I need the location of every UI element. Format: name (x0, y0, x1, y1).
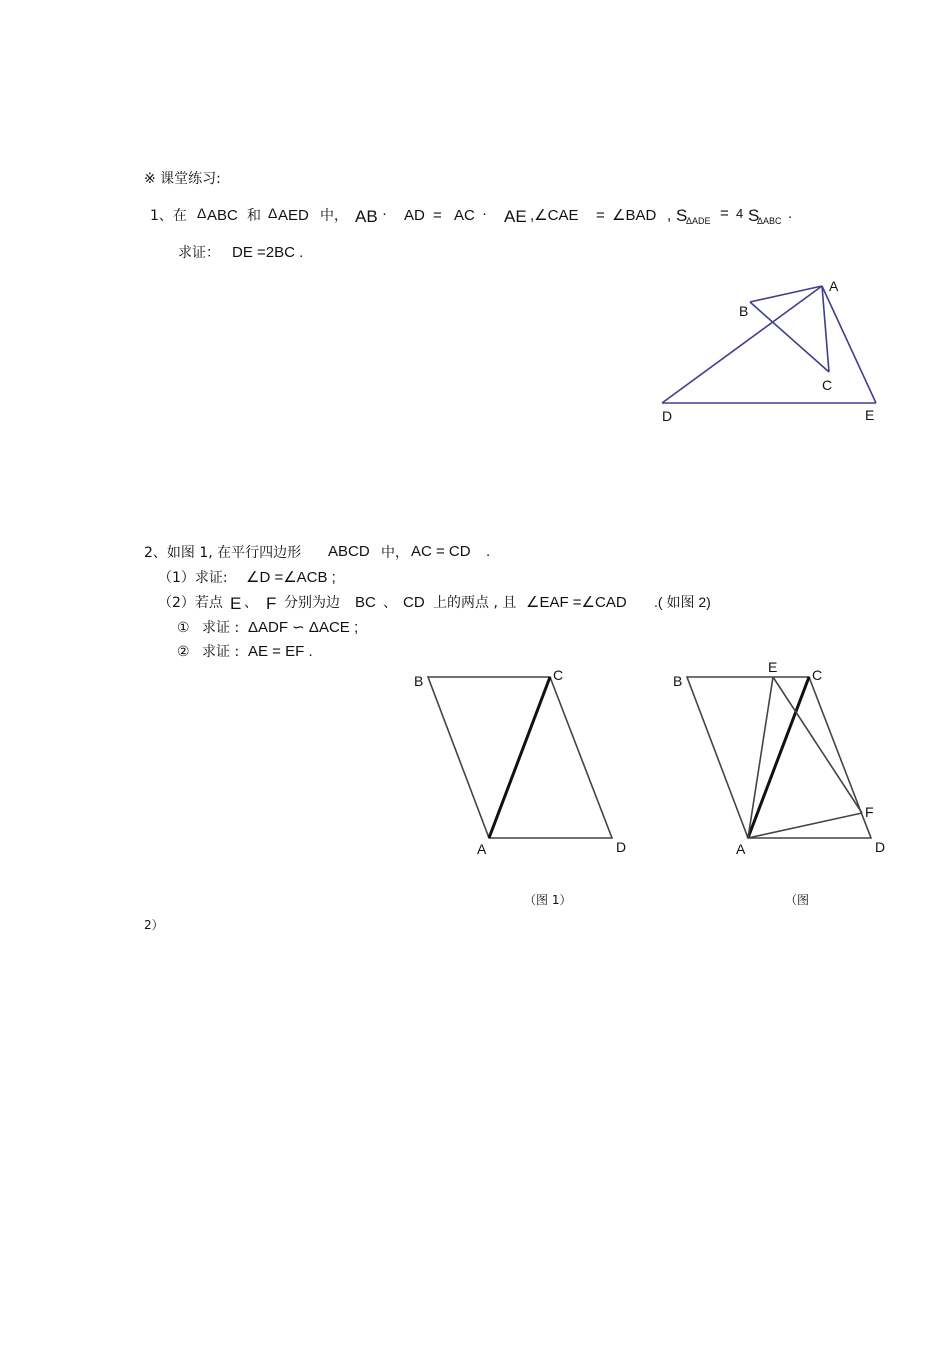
segment-ae (748, 677, 773, 838)
point-label-d: D (662, 408, 673, 424)
question-2-text-2: 上的两点 , 且 (433, 595, 517, 611)
separator: 、 (383, 595, 397, 611)
triangle-icon: Δ (268, 205, 278, 221)
zhong-text: 中， (381, 545, 409, 561)
problem-1-number: 1、在 (150, 208, 187, 224)
parallelogram-abcd: ABCD (328, 543, 370, 560)
angle-cae: ,∠CAE (530, 207, 579, 224)
triangle-icon: Δ (197, 205, 207, 221)
equals-sign: = (596, 207, 605, 224)
point-f: F (266, 594, 277, 613)
point-e: E (230, 594, 242, 613)
equals-sign: = (433, 207, 442, 224)
condition-ac-cd: AC = CD (411, 543, 471, 560)
figure-reference: .( 如图 2) (654, 594, 711, 610)
side-bc: BC (355, 594, 376, 611)
segment-ae: AE (504, 207, 527, 226)
triangle-aed: AED (278, 207, 309, 224)
question-2-intro: （2）若点 (158, 595, 223, 611)
point-label-b: B (739, 303, 749, 319)
comma: , (667, 207, 672, 224)
problem-2-intro: 2、如图 1, 在平行四边形 (144, 545, 302, 561)
section-header: ※ 课堂练习: (144, 171, 221, 187)
segment-bc-line (750, 302, 829, 372)
segment-ac: AC (454, 207, 475, 224)
sub-1-expr: ΔADF ∽ ΔACE ; (248, 619, 359, 636)
period: . (486, 543, 491, 560)
sub-2-label: 求证 : (202, 644, 240, 660)
point-label-e: E (865, 407, 875, 423)
separator: 、 (244, 595, 258, 611)
problem-1-prove-expr: DE =2BC . (232, 244, 304, 261)
fig1-label-c: C (553, 667, 564, 683)
zhong-text: 中， (320, 208, 348, 224)
point-label-c: C (822, 377, 833, 393)
and-text: 和 (247, 208, 261, 224)
parallelogram-abcd-shape (428, 677, 612, 838)
fig2-label-b: B (673, 673, 683, 689)
equals-sign: = (720, 205, 729, 222)
sub-2-expr: AE = EF . (248, 643, 313, 660)
figure-1 (428, 677, 612, 838)
question-1-expr: ∠D =∠ACB ; (246, 569, 336, 586)
sub-1-marker: ① (177, 619, 190, 635)
diagonal-ac (489, 677, 550, 838)
area-s-abc: S (748, 206, 760, 225)
area-s-ade: S (676, 206, 688, 225)
sub-2-marker: ② (177, 643, 190, 659)
angle-bad: ∠BAD (612, 207, 657, 224)
area-subscript-abc: ΔABC (757, 216, 782, 226)
figure-2-caption-continued: 2） (144, 918, 164, 932)
fig2-label-a: A (736, 841, 746, 857)
fig1-label-a: A (477, 841, 487, 857)
point-label-a: A (829, 278, 839, 294)
side-cd: CD (403, 594, 425, 611)
fig1-label-b: B (414, 673, 424, 689)
segment-af (748, 813, 862, 838)
segment-ad: AD (404, 207, 425, 224)
triangle-abc: ABC (207, 207, 238, 224)
sub-1-label: 求证 : (202, 620, 240, 636)
dot-operator: · (382, 205, 387, 222)
area-subscript-ade: ΔADE (686, 216, 711, 226)
period: . (788, 205, 793, 222)
figure-2 (687, 677, 871, 838)
question-1-label: （1）求证: (158, 570, 228, 586)
segment-ab-line (750, 286, 822, 302)
fig1-label-d: D (616, 839, 627, 855)
segment-ab: AB (355, 207, 378, 226)
figure-2-caption: （图 (785, 893, 810, 907)
fig2-label-e: E (768, 659, 778, 675)
fig2-label-f: F (865, 804, 874, 820)
diagonal-ac (748, 677, 809, 838)
problem-1-prove-label: 求证： (178, 245, 220, 261)
parallelogram-abcd-shape (687, 677, 871, 838)
question-2-expr: ∠EAF =∠CAD (526, 594, 627, 611)
segment-ef (773, 677, 862, 813)
fig2-label-d: D (875, 839, 886, 855)
figure-1-caption: （图 1） (524, 893, 572, 907)
coefficient-four: 4 (736, 206, 744, 221)
fig2-label-c: C (812, 667, 823, 683)
dot-operator: · (482, 205, 487, 222)
question-2-text: 分别为边 (284, 595, 340, 611)
segment-ac-line (822, 286, 829, 372)
